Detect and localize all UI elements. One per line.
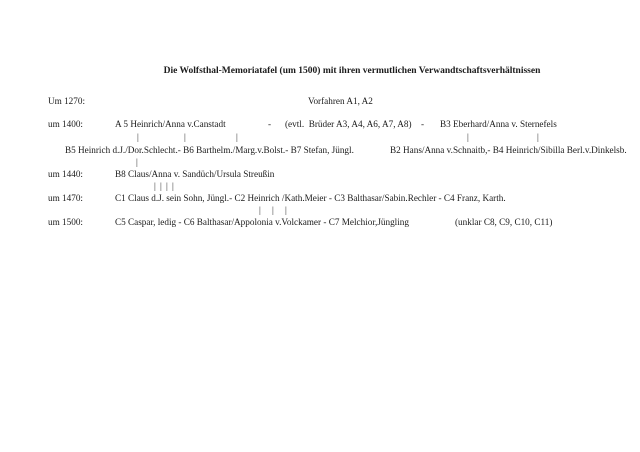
era-label-1270: Um 1270:	[48, 96, 86, 106]
connector-pipe: |	[172, 181, 174, 191]
connector-pipe: |	[272, 205, 274, 215]
row-1270-ancestors: Vorfahren A1, A2	[308, 96, 373, 106]
row-1500-unclear-note: (unklar C8, C9, C10, C11)	[455, 217, 553, 227]
row-1400-dash-2: -	[421, 119, 425, 129]
connector-pipe: |	[236, 132, 238, 142]
row-1470-c-generation: C1 Claus d.J. sein Sohn, Jüngl.- C2 Heinrich /Kath.Meier - C3 Balthasar/Sabin.Rechler - C4 Franz, Karth.	[115, 193, 506, 203]
row-1400-a5: A 5 Heinrich/Anna v.Canstadt	[115, 119, 226, 129]
row-genB-right: B2 Hans/Anna v.Schnaitb,- B4 Heinrich/Sibilla Berl.v.Dinkelsb.	[390, 145, 627, 155]
connector-pipe: |	[184, 132, 186, 142]
era-label-1500: um 1500:	[48, 217, 83, 227]
connector-pipe: |	[137, 132, 139, 142]
document-title: Die Wolfsthal-Memoriatafel (um 1500) mit ihren vermutlichen Verwandtschaftsverhältnissen	[163, 66, 541, 76]
era-label-1400: um 1400:	[48, 119, 83, 129]
era-label-1440: um 1440:	[48, 169, 83, 179]
era-label-1470: um 1470:	[48, 193, 83, 203]
connector-pipe: |	[467, 132, 469, 142]
row-1400-dash-1: -	[268, 119, 272, 129]
row-1400-b3: B3 Eberhard/Anna v. Sternefels	[440, 119, 557, 129]
connector-pipe: |	[160, 181, 162, 191]
row-1500-c-generation: C5 Caspar, ledig - C6 Balthasar/Appolonia v.Volckamer - C7 Melchior,Jüngling	[115, 217, 409, 227]
row-genB-left: B5 Heinrich d.J./Dor.Schlecht.- B6 Barthelm./Marg.v.Bolst.- B7 Stefan, Jüngl.	[65, 145, 354, 155]
connector-pipe: |	[136, 157, 138, 167]
connector-pipe: |	[537, 132, 539, 142]
connector-pipe: |	[259, 205, 261, 215]
connector-pipe: |	[154, 181, 156, 191]
row-1440-b8: B8 Claus/Anna v. Sandüch/Ursula Streußin	[115, 169, 275, 179]
row-1400-evtl-brueder: (evtl. Brüder A3, A4, A6, A7, A8)	[285, 119, 412, 129]
connector-pipe: |	[285, 205, 287, 215]
connector-pipe: |	[166, 181, 168, 191]
